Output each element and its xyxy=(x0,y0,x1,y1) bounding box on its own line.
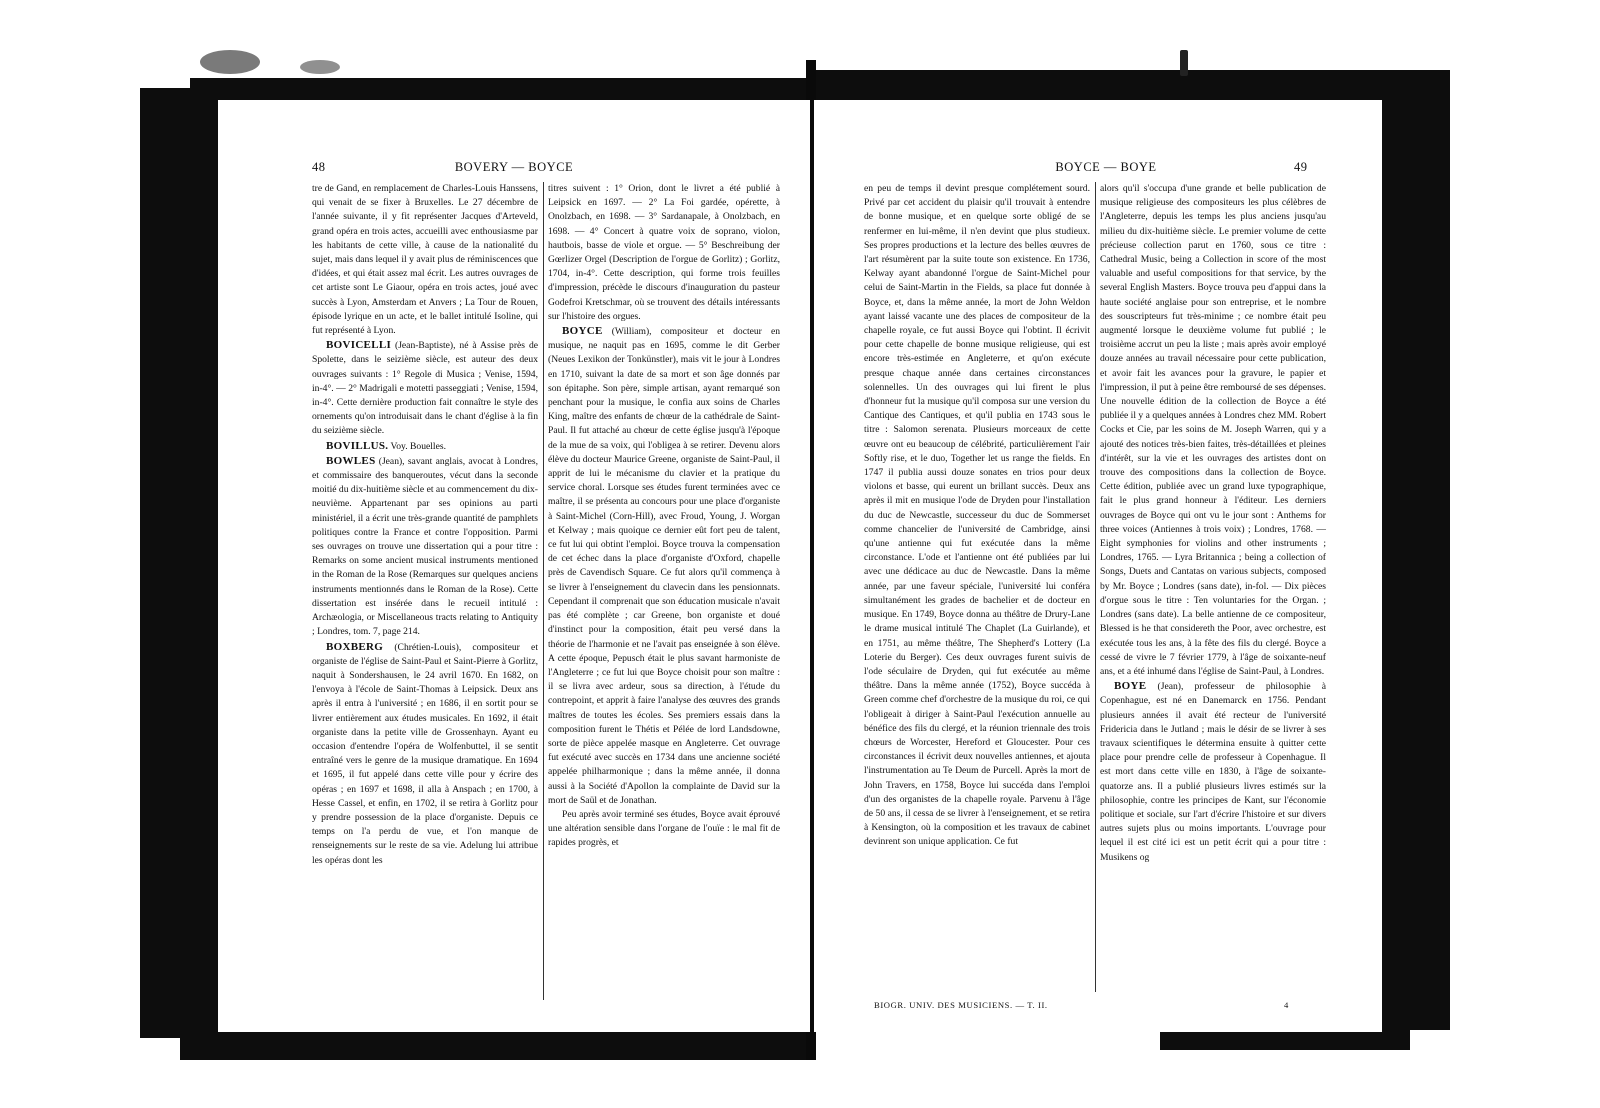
entry-boxberg xyxy=(312,640,538,868)
left-column-2 xyxy=(548,182,780,851)
right-running-head xyxy=(814,160,1382,178)
entry-text: (Chrétien-Louis), compositeur et organiste de l'église de Saint-Paul et Saint-Pierre à Gorlitz, naquit à Sondershausen, le 24 avril 1670. En 1682, on l'envoya à l'école de Saint-Thomas à Leipsick. Deux ans après il entra à l'université ; en 1686, il en sortit pour se livrer entièrement aux études musicales. En 1692, il était organiste dans la petite ville de Grossenhayn. Ayant eu occasion d'entendre l'opéra de Wolfenbuttel, il se sentit entraîné vers le genre de la musique dramatique. En 1694 et 1695, il fut appelé dans cette ville pour y écrire des opéras ; en 1697 et 1698, il alla à Anspach ; en 1700, à Hesse Cassel, et enfin, en 1702, il se retira à Gorlitz pour y prendre possession de la place d'organiste. Depuis ce temps on l'a perdu de vue, et l'on manque de renseignements sur le reste de sa vie. Adelung lui attribue les opéras dont les xyxy=(312,641,538,866)
headword: BOWLES xyxy=(326,454,376,467)
scan-noise xyxy=(200,50,260,74)
scan-noise xyxy=(300,60,340,74)
right-column-1 xyxy=(864,182,1090,850)
entry-text: Voy. Bouelles. xyxy=(390,440,446,452)
left-page xyxy=(218,100,810,1032)
entry-text: (Jean), professeur de philosophie à Copenhague, est né en Danemarck en 1756. Pendant plusieurs années il avait été recteur de l'université Fridericia dans le Jutland ; mais le désir de se livrer à ses travaux scientifiques le détermina ensuite à quitter cette place pour prendre celle de professeur à Copenhague. Il est mort dans cette ville en 1830, à l'âge de soixante-quatorze ans. Il a publié plusieurs livres estimés sur la philosophie, contre les principes de Kant, sur l'économie politique et sociale, sur l'art d'écrire l'histoire et sur divers autres sujets plus ou moins importants. L'ouvrage pour lequel il est cité ici est un petit écrit qui a pour titre : Musikens og xyxy=(1100,681,1326,863)
entry-bovicelli xyxy=(312,338,538,438)
scan-frame-right xyxy=(1380,70,1450,1030)
scan-frame-bottom-left xyxy=(180,1030,810,1060)
right-running-title: BOYCE — BOYE xyxy=(1055,160,1157,174)
right-page xyxy=(814,100,1382,1032)
left-running-head xyxy=(218,160,810,178)
entry-paragraph: Peu après avoir terminé ses études, Boyce avait éprouvé une altération sensible dans l'organe de l'ouïe : le mal fit de rapides progrès, et xyxy=(548,808,780,849)
entry-boye xyxy=(1100,679,1326,865)
entry-continuation: tre de Gand, en remplacement de Charles-Louis Hanssens, qui venait de se fixer à Bruxelles. Le 27 décembre de l'année suivante, il y fit représenter Jacques d'Arteveld, grand opéra en trois actes, accueilli avec enthousiasme par les habitants de cette ville, à cause de la nationalité du sujet, mais dans lequel il y avait plus de réminiscences que d'idées, et qui était assez mal écrit. Les autres ouvrages de cet artiste sont Le Giaour, opéra en trois actes, joué avec succès à Lyon, Amsterdam et Anvers ; La Tour de Rouen, épisode lyrique en un acte, et le ballet intitulé Isoline, qui fut représenté à Lyon. xyxy=(312,183,538,337)
entry-text: (Jean), savant anglais, avocat à Londres, et commissaire des banqueroutes, vécut dans la seconde moitié du dix-huitième siècle et au commencement du dix-neuvième. Appartenant par ses opinions au parti ministériel, il a écrit une très-grande quantité de pamphlets politiques contre la France et contre l'opposition. Parmi ses ouvrages on trouve une dissertation qui a pour titre : Remarks on some ancient musical instruments mentioned in the Roman de la Rose (Remarques sur quelques anciens instruments mentionnés dans le Roman de la Rose). Cette dissertation est insérée dans le recueil intitulé : Archæologia, or Miscellaneous tracts relating to Antiquity ; Londres, tom. 7, page 214. xyxy=(312,455,538,638)
entry-boyce xyxy=(548,324,780,808)
headword: BOVICELLI xyxy=(326,339,392,352)
headword: BOYE xyxy=(1114,680,1147,693)
signature-mark: 4 xyxy=(1284,1000,1289,1010)
scan-frame-top-left xyxy=(190,78,810,102)
right-column-2 xyxy=(1100,182,1326,865)
right-page-number: 49 xyxy=(1294,160,1308,174)
entry-text: (William), compositeur et docteur en musique, ne naquit pas en 1695, comme le dit Gerber (Neues Lexikon der Tonkünstler), mais vit le jour à Londres en 1710, suivant la date de sa mort et son âge donnés par son épitaphe. Son père, simple artisan, ayant remarqué son penchant pour la musique, le confia aux soins de Charles King, maître des enfants de chœur de la cathédrale de Saint-Paul. Il fut attaché au chœur de cette église jusqu'à l'époque de la mue de sa voix, qui l'obligea à se retirer. Devenu alors élève du docteur Maurice Greene, organiste de Saint-Paul, il apprit de lui le mécanisme du clavier et la pratique du service choral. Lorsque ses études furent terminées avec ce maître, il se présenta au concours pour une place d'organiste à Saint-Michel (Corn-Hill), avec Froud, Young, J. Worgan et Kelway ; mais quoique ce dernier eût fort peu de talent, ce fut lui qui obtint l'emploi. Boyce trouva la compensation de cet échec dans la place d'organiste d'Oxford, chapelle près de Cavendisch Square. Ce fut alors qu'il commença à se livrer à l'enseignement du clavecin dans les pensionnats. Cependant il comprenait que son éducation musicale n'avait pas été complète ; car Greene, bon organiste et doué d'instinct pour la composition, était peu versé dans la théorie de l'harmonie et ne l'avait pas enseignée à son élève. A cette époque, Pepusch était le plus savant harmoniste de l'Angleterre ; ce fut lui que Boyce choisit pour son maître : il se livra avec ardeur, sous sa direction, à l'étude du contrepoint, et apprit à faire l'analyse des œuvres des grands maîtres de toutes les écoles. Ses premiers essais dans la composition furent le Thétis et Pélée de lord Landsdowne, sorte de pièce appelée masque en Angleterre. Cet ouvrage fut exécuté avec succès en 1734 dans une ancienne société appelée philharmonique ; dans la même année, il donna aussi à la Société d'Apollon la complainte de David sur la mort de Saül et de Jonathan. xyxy=(548,326,780,806)
scan-frame-top-right xyxy=(810,70,1390,102)
entry-bovillus xyxy=(312,439,538,454)
entry-bowles xyxy=(312,454,538,640)
page-footer: BIOGR. UNIV. DES MUSICIENS. — T. II. xyxy=(874,1000,1048,1010)
column-rule xyxy=(543,182,544,1000)
entry-continuation: titres suivent : 1° Orion, dont le livret a été publié à Leipsick en 1697. — 2° La Foi gardée, opérette, à Onolzbach, en 1698. — 3° Sardanapale, à Onolzbach, en 1698. — 4° Concert à quatre voix de soprano, violon, hautbois, basse de viole et orgue. — 5° Beschreibung der Gœrlizer Orgel (Description de l'orgue de Gorlitz) ; Gorlitz, 1704, in-4°. Cette description, qui forme trois feuilles d'impression, précède le discours d'inauguration du pasteur Godefroi Kretschmar, où se trouvent des détails intéressants sur l'histoire des orgues. xyxy=(548,183,780,322)
column-rule xyxy=(1095,182,1096,992)
left-running-title: BOVERY — BOYCE xyxy=(454,160,574,174)
entry-continuation: en peu de temps il devint presque complétement sourd. Privé par cet accident du plaisir qu'il trouvait à entendre de bonne musique, et en quelque sorte obligé de se renfermer en lui-même, il n'en devint que plus studieux. Ses propres productions et la lecture des belles œuvres de l'art résumèrent par la suite toute son existence. En 1736, Kelway ayant abandonné l'orgue de Saint-Michel pour celui de Saint-Martin in the Fields, sa place fut donnée à Boyce, et, dans la même année, la mort de John Weldon ayant laissé vacante une des places de compositeur de la chapelle royale, ce fut aussi Boyce qui l'obtint. Il écrivit pour cette chapelle de bonne musique religieuse, qui est encore très-estimée en Angleterre, et qu'on exécute presque chaque année dans certaines circonstances solennelles. Un des ouvrages qui lui firent le plus d'honneur fut la musique qu'il composa sur une version du Cantique des Cantiques, et qu'il publia en 1743 sous le titre : Salomon serenata. Plusieurs morceaux de cette œuvre ont eu beaucoup de célébrité, particulièrement l'air Softly rise, et le duo, Together let us range the fields. En 1747 il publia aussi douze sonates en trios pour deux violons et basse, qui eurent un brillant succès. Deux ans après il mit en musique l'ode de Dryden pour l'installation du duc de Newcastle, successeur du duc de Sommerset comme chancelier de l'université de Cambridge, ainsi qu'une antienne qui fut exécutée dans la même circonstance. L'ode et l'antienne ont été publiées par lui avec une dédicace au duc de Newcastle. Dans la même année, par une faveur spéciale, l'université lui conféra simultanément les grades de bachelier et de docteur en musique. En 1749, Boyce donna au théâtre de Drury-Lane le drame musical intitulé The Chaplet (La Guirlande), et en 1751, au même théâtre, The Shepherd's Lottery (La Loterie du Berger). Ces deux ouvrages furent suivis de l'ode séculaire de Dryden, qui fut exécutée au même théâtre. Dans la même année (1752), Boyce succéda à Green comme chef d'orchestre de la musique du roi, ce qui l'obligeait à diriger à Saint-Paul l'exécution annuelle au bénéfice des fils du clergé, et la réunion triennale des trois chœurs de Worcester, Hereford et Gloucester. Pour ces circonstances il écrivit deux nouvelles antiennes, et ajouta l'instrumentation au Te Deum de Purcell. Après la mort de John Travers, en 1758, Boyce lui succéda dans l'emploi d'un des organistes de la chapelle royale. Parvenu à l'âge de 50 ans, il cessa de se livrer à l'enseignement, et se retira à Kensington, où la composition et les travaux de cabinet devinrent son unique application. Ce fut xyxy=(864,183,1090,848)
entry-continuation: alors qu'il s'occupa d'une grande et belle publication de musique religieuse des compositeurs les plus célèbres de l'Angleterre, depuis les temps les plus anciens jusqu'au milieu du dix-huitième siècle. Le premier volume de cette précieuse collection parut en 1760, sous ce titre : Cathedral Music, being a Collection in score of the most valuable and useful compositions for that service, by the several English Masters. Boyce trouva peu d'appui dans la haute société anglaise pour son entreprise, et le nombre des souscripteurs fut très-minime ; ce nombre était peu augmenté lorsque le deuxième volume fut publié ; le troisième accrut un peu la liste ; mais après avoir employé douze années au travail nécessaire pour cette publication, et avoir fait les avances pour la gravure, le papier et l'impression, il put à peine être remboursé de ses dépenses. Une nouvelle édition de la collection de Boyce a été publiée il y a quelques années à Londres chez MM. Robert Cocks et Cie, par les soins de M. Joseph Warren, qui y a ajouté des notices très-bien faites, très-détaillées et pleines d'intérêt, sur la vie et les ouvrages des artistes dont on trouve des compositions dans la collection de Boyce. Cette édition, publiée avec un grand luxe typographique, fait le plus grand honneur à l'éditeur. Les derniers ouvrages de Boyce qui ont vu le jour sont : Anthems for three voices (Antiennes à trois voix) ; Londres, 1768. — Eight symphonies for violins and other instruments ; Londres, 1765. — Lyra Britannica ; being a collection of Songs, Duets and Cantatas on various subjects, composed by Mr. Boyce ; Londres (sans date), in-fol. — Dix pièces d'orgue sous le titre : Ten voluntaries for the Organ. ; Londres (sans date). La belle antienne de ce compositeur, Blessed is he that considereth the Poor, avec orchestre, est exécutée tous les ans, à la fête des fils du clergé. Boyce a cessé de vivre le 7 février 1779, à l'âge de soixante-neuf ans, et a été inhumé dans l'église de Saint-Paul, à Londres. xyxy=(1100,183,1326,677)
headword: BOXBERG xyxy=(326,640,384,653)
entry-text: (Jean-Baptiste), né à Assise près de Spolette, dans le seizième siècle, est auteur des deux ouvrages suivants : 1° Regole di Musica ; Venise, 1594, in-4°. — 2° Madrigali e motetti passeggiati ; Venise, 1594, in-4°. Cette dernière production fait connaître le style des ornements qu'on introduisait dans le chant d'église à la fin du seizième siècle. xyxy=(312,340,538,437)
left-page-number: 48 xyxy=(312,160,326,174)
scan-frame-left xyxy=(140,88,220,1038)
headword: BOYCE xyxy=(562,325,603,338)
left-column-1 xyxy=(312,182,538,868)
scan-noise xyxy=(1180,50,1188,76)
headword: BOVILLUS. xyxy=(326,439,389,452)
